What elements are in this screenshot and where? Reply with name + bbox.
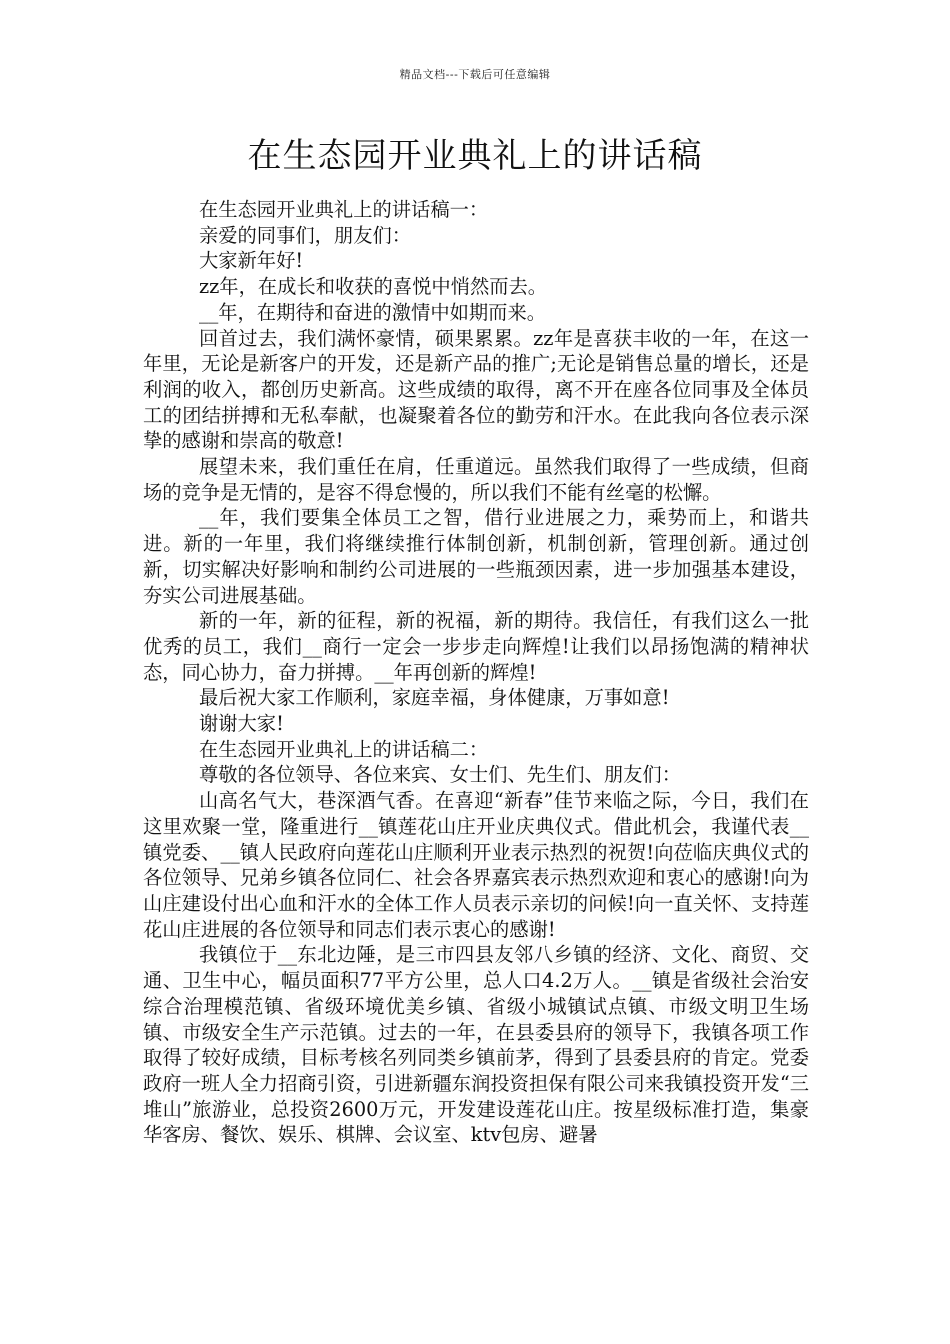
paragraph: __年，在期待和奋进的激情中如期而来。 — [198, 300, 547, 324]
paragraph: 回首过去，我们满怀豪情，硕果累累。zz年是喜获丰收的一年，在这一年里，无论是新客户的开发，还是新产品的推广;无论是销售总量的增长，还是利润的收入，都创历史新高。这些成绩的取得，离不开在座各位同事及全体员工的团结拼搏和无私奉献，也凝聚着各位的勤劳和汗水。在此我向各位表示深挚的感谢和崇高的敬意! — [143, 326, 809, 453]
page-title: 在生态园开业典礼上的讲话稿 — [247, 136, 703, 176]
paragraph: 谢谢大家! — [198, 712, 284, 736]
paragraph: 我镇位于__东北边陲，是三市四县友邻八乡镇的经济、文化、商贸、交通、卫生中心，幅员面积77平方公里，总人口4.2万人。__镇是省级社会治安综合治理模范镇、省级环境优美乡镇、省级小城镇试点镇、市级文明卫生场镇、市级安全生产示范镇。过去的一年，在县委县府的领导下，我镇各项工作取得了较好成绩，目标考核名列同类乡镇前茅，得到了县委县府的肯定。党委政府一班人全力招商引资，引进新疆东润投资担保有限公司来我镇投资开发“三堆山”旅游业，总投资2600万元，开发建设莲花山庄。按星级标准打造，集豪华客房、餐饮、娱乐、棋牌、会议室、ktv包房、避暑 — [143, 943, 809, 1147]
paragraph: 在生态园开业典礼上的讲话稿一： — [198, 198, 489, 221]
paragraph: zz年，在成长和收获的喜悦中悄然而去。 — [198, 275, 548, 299]
paragraph: 亲爱的同事们，朋友们： — [198, 223, 412, 247]
paragraph: 最后祝大家工作顺利，家庭幸福，身体健康，万事如意! — [198, 686, 670, 710]
paragraph: 新的一年，新的征程，新的祝福，新的期待。我信任，有我们这么一批优秀的员工，我们__商行一定会一步步走向辉煌!让我们以昂扬饱满的精神状态，同心协力，奋力拼搏。__年再创新的辉煌! — [143, 609, 809, 684]
document-body — [143, 197, 809, 1148]
paragraph: 展望未来，我们重任在肩，任重道远。虽然我们取得了一些成绩，但商场的竞争是无情的，是容不得怠慢的，所以我们不能有丝毫的松懈。 — [143, 455, 809, 504]
paragraph: 大家新年好! — [198, 249, 304, 273]
paragraph: 在生态园开业典礼上的讲话稿二： — [198, 737, 489, 761]
paragraph: __年，我们要集全体员工之智，借行业进展之力，乘势而上，和谐共进。新的一年里，我们将继续推行体制创新，机制创新，管理创新。通过创新，切实解决好影响和制约公司进展的一些瓶颈因素，进一步加强基本建设，夯实公司进展基础。 — [143, 506, 809, 607]
paragraph: 山高名气大，巷深酒气香。在喜迎“新春”佳节来临之际，今日，我们在这里欢聚一堂，隆重进行__镇莲花山庄开业庆典仪式。借此机会，我谨代表__镇党委、__镇人民政府向莲花山庄顺利开业表示热烈的祝贺!向莅临庆典仪式的各位领导、兄弟乡镇各位同仁、社会各界嘉宾表示热烈欢迎和衷心的感谢!向为山庄建设付出心血和汗水的全体工作人员表示亲切的问候!向一直关怀、支持莲花山庄进展的各位领导和同志们表示衷心的感谢! — [143, 789, 809, 941]
paragraph: 尊敬的各位领导、各位来宾、女士们、先生们、朋友们： — [198, 763, 681, 787]
header-note: 精品文档---下载后可任意编辑 — [399, 68, 551, 81]
